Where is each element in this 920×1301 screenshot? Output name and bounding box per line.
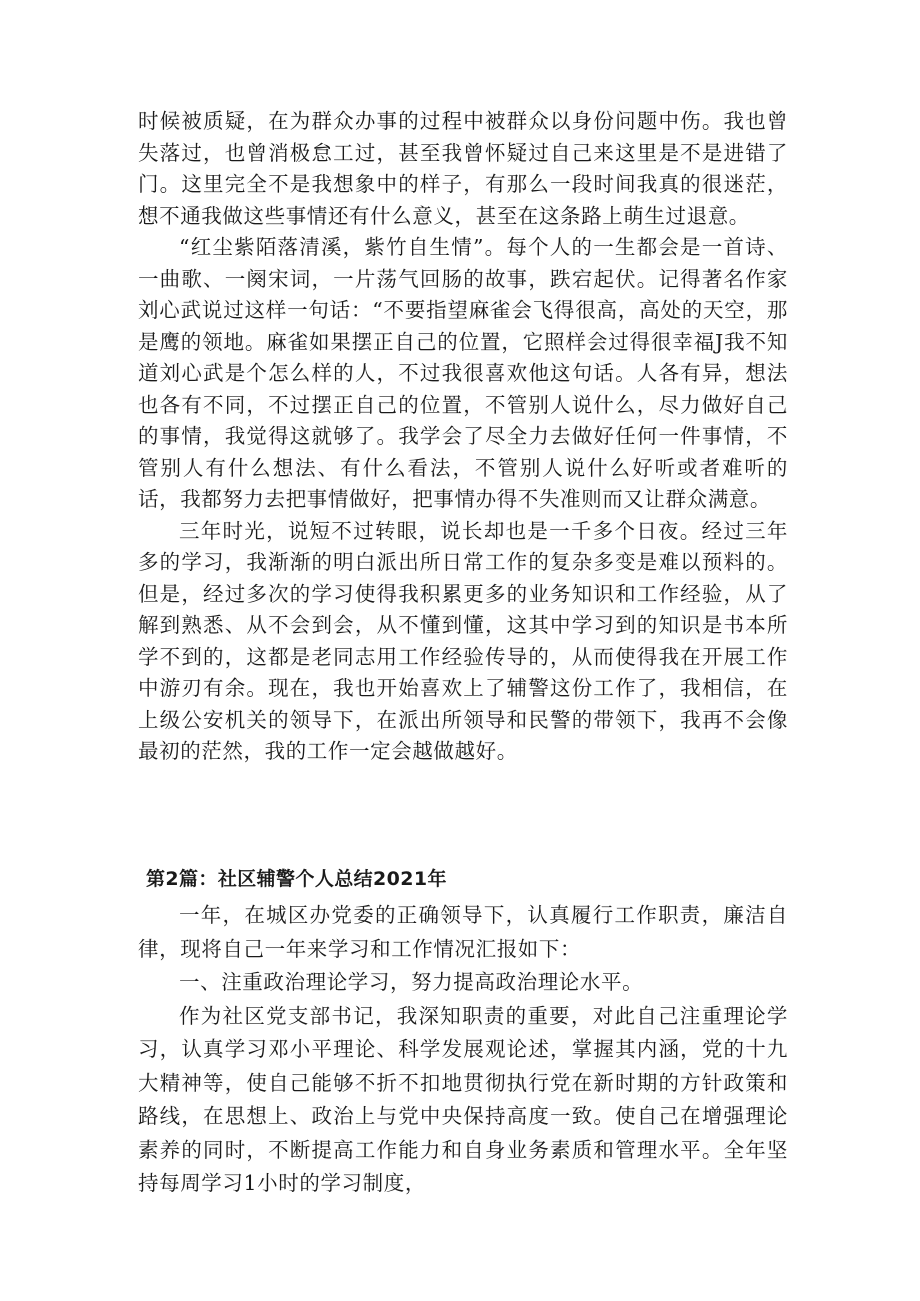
paragraph: 作为社区党支部书记，我深知职责的重要，对此自己注重理论学习，认真学习邓小平理论、科学发展观论述，掌握其内涵，党的十九大精神等，使自己能够不折不扣地贯彻执行党在新时期的方针政策和路线，在思想上、政治上与党中央保持高度一致。使自己在增强理论素养的同时，不断提高工作能力和自身业务素质和管理水平。全年坚持每周学习1小时的学习制度，: [138, 1003, 788, 1195]
section-title: 第2篇：社区辅警个人总结2021年: [146, 867, 447, 890]
paragraph: 时候被质疑，在为群众办事的过程中被群众以身份问题中伤。我也曾失落过，也曾消极怠工过，甚至我曾怀疑过自己来这里是不是进错了门。这里完全不是我想象中的样子，有那么一段时间我真的很迷茫，想不通我做这些事情还有什么意义，甚至在这条路上萌生过退意。: [138, 109, 788, 228]
paragraph: 一、注重政治理论学习，努力提高政治理论水平。: [179, 970, 644, 994]
paragraph: 一年，在城区办党委的正确领导下，认真履行工作职责，廉洁自律，现将自己一年来学习和工作情况汇报如下：: [138, 903, 788, 961]
paragraph: 三年时光，说短不过转眼，说长却也是一千多个日夜。经过三年多的学习，我渐渐的明白派出所日常工作的复杂多变是难以预料的。但是，经过多次的学习使得我积累更多的业务知识和工作经验，从了解到熟悉、从不会到会，从不懂到懂，这其中学习到的知识是书本所学不到的，这都是老同志用工作经验传导的，从而使得我在开展工作中游刃有余。现在，我也开始喜欢上了辅警这份工作了，我相信，在上级公安机关的领导下，在派出所领导和民警的带领下，我再不会像最初的茫然，我的工作一定会越做越好。: [138, 518, 788, 763]
paragraph: “红尘紫陌落清溪，紫竹自生情”。每个人的一生都会是一首诗、一曲歌、一阕宋词，一片荡气回肠的故事，跌宕起伏。记得著名作家刘心武说过这样一句话：“不要指望麻雀会飞得很高，高处的天空，那是鹰的领地。麻雀如果摆正自己的位置，它照样会过得很幸福J我不知道刘心武是个怎么样的人，不过我很喜欢他这句话。人各有异，想法也各有不同，不过摆正自己的位置，不管别人说什么，尽力做好自己的事情，我觉得这就够了。我学会了尽全力去做好任何一件事情，不管别人有什么想法、有什么看法，不管别人说什么好听或者难听的话，我都努力去把事情做好，把事情办得不失准则而又让群众满意。: [138, 235, 788, 511]
section-2-body: [138, 864, 788, 1201]
document-page: [138, 106, 788, 1201]
section-spacer: [138, 768, 788, 864]
section-1-body: [138, 106, 788, 768]
